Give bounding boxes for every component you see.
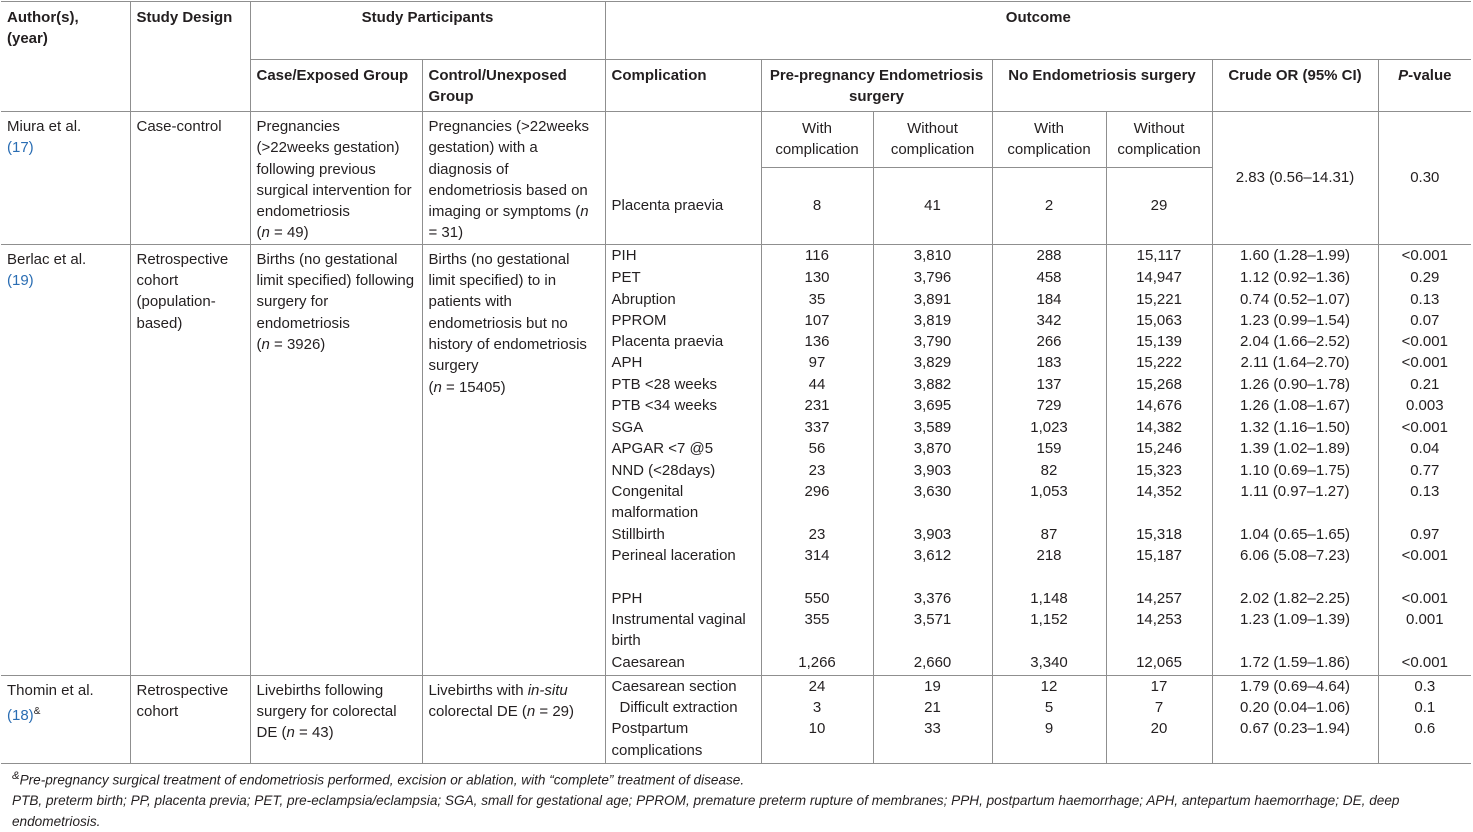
p-cell: <0.001 bbox=[1378, 588, 1471, 609]
complication-cell: Postpartum complications bbox=[605, 718, 761, 763]
complication-cell: PPH bbox=[605, 588, 761, 609]
or-cell: 1.79 (0.69–4.64) bbox=[1212, 675, 1378, 697]
complication-cell: Caesarean bbox=[605, 652, 761, 675]
count-cell: 15,222 bbox=[1106, 352, 1212, 373]
count-cell: 97 bbox=[761, 352, 873, 373]
or-cell: 1.23 (0.99–1.54) bbox=[1212, 310, 1378, 331]
or-cell: 2.02 (1.82–2.25) bbox=[1212, 588, 1378, 609]
p-cell: 0.3 bbox=[1378, 675, 1471, 697]
miura-case: Pregnancies (>22weeks gestation) following previous surgical intervention for endometriosis (n = 49) bbox=[250, 112, 422, 245]
count-cell: 137 bbox=[992, 374, 1106, 395]
thomin-control: Livebirths with in-situ colorectal DE (n = 29) bbox=[422, 675, 605, 763]
without-complication-label: Without complication bbox=[873, 112, 992, 168]
complication-cell: APGAR <7 @5 bbox=[605, 438, 761, 459]
or-cell: 1.11 (0.97–1.27) bbox=[1212, 481, 1378, 524]
count-cell: 3,819 bbox=[873, 310, 992, 331]
or-cell: 2.04 (1.66–2.52) bbox=[1212, 331, 1378, 352]
header-prepreg-surgery: Pre-pregnancy Endometriosis surgery bbox=[761, 60, 992, 112]
count-cell: 1,266 bbox=[761, 652, 873, 675]
citation-link[interactable]: (18) bbox=[7, 706, 34, 724]
count-cell: 218 bbox=[992, 545, 1106, 588]
or-cell: 1.72 (1.59–1.86) bbox=[1212, 652, 1378, 675]
footnote-1: &Pre-pregnancy surgical treatment of endometriosis performed, excision or ablation, with “complete” treatment of disease. bbox=[12, 770, 745, 788]
p-cell: 0.13 bbox=[1378, 481, 1471, 524]
count-cell: 314 bbox=[761, 545, 873, 588]
count-cell: 3,695 bbox=[873, 395, 992, 417]
count-cell: 10 bbox=[761, 718, 873, 763]
header-control-group: Control/Unexposed Group bbox=[422, 60, 605, 112]
without-complication-label: Without complication bbox=[1106, 112, 1212, 168]
complication-cell: Congenital malformation bbox=[605, 481, 761, 524]
count-cell: 3,870 bbox=[873, 438, 992, 459]
thomin-design: Retrospective cohort bbox=[130, 675, 250, 763]
p-cell: <0.001 bbox=[1378, 244, 1471, 267]
count-cell: 15,268 bbox=[1106, 374, 1212, 395]
p-cell: 0.29 bbox=[1378, 267, 1471, 288]
or-cell: 2.11 (1.64–2.70) bbox=[1212, 352, 1378, 373]
count-cell: 29 bbox=[1106, 167, 1212, 244]
count-cell: 296 bbox=[761, 481, 873, 524]
berlac-control: Births (no gestational limit specified) to in patients with endometriosis but no history of endometriosis surgery (n = 15405) bbox=[422, 244, 605, 675]
count-cell: 116 bbox=[761, 244, 873, 267]
berlac-case: Births (no gestational limit specified) following surgery for endometriosis (n = 3926) bbox=[250, 244, 422, 675]
complication-cell: SGA bbox=[605, 417, 761, 438]
count-cell: 1,152 bbox=[992, 609, 1106, 652]
complication-cell: NND (<28days) bbox=[605, 460, 761, 481]
count-cell: 288 bbox=[992, 244, 1106, 267]
p-cell: 0.07 bbox=[1378, 310, 1471, 331]
count-cell: 8 bbox=[761, 167, 873, 244]
complication-cell: Stillbirth bbox=[605, 524, 761, 545]
count-cell: 337 bbox=[761, 417, 873, 438]
count-cell: 3,340 bbox=[992, 652, 1106, 675]
count-cell: 3,796 bbox=[873, 267, 992, 288]
header-crude-or: Crude OR (95% CI) bbox=[1212, 60, 1378, 112]
complication-cell: Placenta praevia bbox=[605, 167, 761, 244]
p-cell: 0.77 bbox=[1378, 460, 1471, 481]
count-cell: 3,903 bbox=[873, 524, 992, 545]
header-case-group: Case/Exposed Group bbox=[250, 60, 422, 112]
or-cell: 1.39 (1.02–1.89) bbox=[1212, 438, 1378, 459]
complication-cell: PTB <34 weeks bbox=[605, 395, 761, 417]
p-cell: <0.001 bbox=[1378, 331, 1471, 352]
miura-author: Miura et al. (17) bbox=[7, 118, 82, 157]
count-cell: 23 bbox=[761, 524, 873, 545]
complication-cell: PPROM bbox=[605, 310, 761, 331]
thomin-author: Thomin et al. (18)& bbox=[7, 681, 94, 724]
p-cell: 0.04 bbox=[1378, 438, 1471, 459]
count-cell: 15,139 bbox=[1106, 331, 1212, 352]
complication-cell: PIH bbox=[605, 244, 761, 267]
count-cell: 14,382 bbox=[1106, 417, 1212, 438]
complication-cell: PTB <28 weeks bbox=[605, 374, 761, 395]
count-cell: 3,612 bbox=[873, 545, 992, 588]
outcomes-table bbox=[1, 1, 1471, 764]
p-cell: <0.001 bbox=[1378, 652, 1471, 675]
count-cell: 1,023 bbox=[992, 417, 1106, 438]
or-cell: 2.83 (0.56–14.31) bbox=[1212, 112, 1378, 245]
or-cell: 1.23 (1.09–1.39) bbox=[1212, 609, 1378, 652]
count-cell: 3,790 bbox=[873, 331, 992, 352]
count-cell: 23 bbox=[761, 460, 873, 481]
p-cell: <0.001 bbox=[1378, 352, 1471, 373]
count-cell: 87 bbox=[992, 524, 1106, 545]
count-cell: 21 bbox=[873, 697, 992, 718]
count-cell: 3,376 bbox=[873, 588, 992, 609]
count-cell: 14,676 bbox=[1106, 395, 1212, 417]
or-cell: 1.10 (0.69–1.75) bbox=[1212, 460, 1378, 481]
count-cell: 183 bbox=[992, 352, 1106, 373]
count-cell: 3,810 bbox=[873, 244, 992, 267]
count-cell: 3,630 bbox=[873, 481, 992, 524]
with-complication-label: With complication bbox=[761, 112, 873, 168]
count-cell: 14,257 bbox=[1106, 588, 1212, 609]
p-cell: 0.001 bbox=[1378, 609, 1471, 652]
p-cell: 0.13 bbox=[1378, 289, 1471, 310]
count-cell: 15,323 bbox=[1106, 460, 1212, 481]
complication-cell: Placenta praevia bbox=[605, 331, 761, 352]
berlac-author: Berlac et al. (19) bbox=[7, 250, 87, 290]
or-cell: 1.12 (0.92–1.36) bbox=[1212, 267, 1378, 288]
count-cell: 550 bbox=[761, 588, 873, 609]
count-cell: 3,882 bbox=[873, 374, 992, 395]
count-cell: 5 bbox=[992, 697, 1106, 718]
or-cell: 0.20 (0.04–1.06) bbox=[1212, 697, 1378, 718]
complication-cell: Difficult extraction bbox=[605, 697, 761, 718]
citation-link[interactable]: (19) bbox=[7, 272, 34, 290]
count-cell: 2 bbox=[992, 167, 1106, 244]
count-cell: 2,660 bbox=[873, 652, 992, 675]
count-cell: 3 bbox=[761, 697, 873, 718]
count-cell: 15,063 bbox=[1106, 310, 1212, 331]
footnote-abbreviations: PTB, preterm birth; PP, placenta previa; PET, pre-eclampsia/eclampsia; SGA, small for gestational age; PPROM, premature preterm rupture of membranes; PPH, postpartum haemorrhage; APH, antepartum haemorrhage; DE, deep endometriosis. bbox=[12, 793, 1400, 829]
or-cell: 1.26 (1.08–1.67) bbox=[1212, 395, 1378, 417]
thomin-case: Livebirths following surgery for colorectal DE (n = 43) bbox=[250, 675, 422, 763]
count-cell: 729 bbox=[992, 395, 1106, 417]
complication-cell: Caesarean section bbox=[605, 675, 761, 697]
count-cell: 15,117 bbox=[1106, 244, 1212, 267]
count-cell: 35 bbox=[761, 289, 873, 310]
p-cell: 0.30 bbox=[1378, 112, 1471, 245]
count-cell: 82 bbox=[992, 460, 1106, 481]
count-cell: 107 bbox=[761, 310, 873, 331]
count-cell: 17 bbox=[1106, 675, 1212, 697]
count-cell: 184 bbox=[992, 289, 1106, 310]
miura-design: Case-control bbox=[130, 112, 250, 245]
count-cell: 12 bbox=[992, 675, 1106, 697]
count-cell: 19 bbox=[873, 675, 992, 697]
complication-cell: PET bbox=[605, 267, 761, 288]
count-cell: 14,947 bbox=[1106, 267, 1212, 288]
count-cell: 15,221 bbox=[1106, 289, 1212, 310]
or-cell: 6.06 (5.08–7.23) bbox=[1212, 545, 1378, 588]
p-cell: 0.6 bbox=[1378, 718, 1471, 763]
count-cell: 15,187 bbox=[1106, 545, 1212, 588]
or-cell: 1.60 (1.28–1.99) bbox=[1212, 244, 1378, 267]
header-design: Study Design bbox=[130, 2, 250, 112]
count-cell: 3,829 bbox=[873, 352, 992, 373]
or-cell: 0.67 (0.23–1.94) bbox=[1212, 718, 1378, 763]
count-cell: 1,053 bbox=[992, 481, 1106, 524]
p-cell: 0.97 bbox=[1378, 524, 1471, 545]
count-cell: 24 bbox=[761, 675, 873, 697]
p-cell: 0.1 bbox=[1378, 697, 1471, 718]
count-cell: 130 bbox=[761, 267, 873, 288]
count-cell: 9 bbox=[992, 718, 1106, 763]
or-cell: 1.04 (0.65–1.65) bbox=[1212, 524, 1378, 545]
complication-cell: Perineal laceration bbox=[605, 545, 761, 588]
p-cell: <0.001 bbox=[1378, 417, 1471, 438]
table-row bbox=[1, 244, 1471, 267]
count-cell: 33 bbox=[873, 718, 992, 763]
count-cell: 20 bbox=[1106, 718, 1212, 763]
count-cell: 14,352 bbox=[1106, 481, 1212, 524]
citation-link[interactable]: (17) bbox=[7, 139, 34, 157]
count-cell: 355 bbox=[761, 609, 873, 652]
or-cell: 0.74 (0.52–1.07) bbox=[1212, 289, 1378, 310]
count-cell: 56 bbox=[761, 438, 873, 459]
complication-cell: Abruption bbox=[605, 289, 761, 310]
complication-cell: Instrumental vaginal birth bbox=[605, 609, 761, 652]
count-cell: 15,246 bbox=[1106, 438, 1212, 459]
header-participants: Study Participants bbox=[250, 2, 605, 60]
header-no-surgery: No Endometriosis surgery bbox=[992, 60, 1212, 112]
header-complication: Complication bbox=[605, 60, 761, 112]
count-cell: 15,318 bbox=[1106, 524, 1212, 545]
count-cell: 136 bbox=[761, 331, 873, 352]
count-cell: 3,891 bbox=[873, 289, 992, 310]
count-cell: 3,903 bbox=[873, 460, 992, 481]
berlac-design: Retrospective cohort (population-based) bbox=[130, 244, 250, 675]
count-cell: 266 bbox=[992, 331, 1106, 352]
count-cell: 14,253 bbox=[1106, 609, 1212, 652]
p-cell: <0.001 bbox=[1378, 545, 1471, 588]
or-cell: 1.26 (0.90–1.78) bbox=[1212, 374, 1378, 395]
table-row bbox=[1, 675, 1471, 697]
count-cell: 44 bbox=[761, 374, 873, 395]
p-cell: 0.003 bbox=[1378, 395, 1471, 417]
count-cell: 41 bbox=[873, 167, 992, 244]
count-cell: 159 bbox=[992, 438, 1106, 459]
header-pvalue: P-value bbox=[1378, 60, 1471, 112]
header-outcome: Outcome bbox=[605, 2, 1471, 60]
header-author: Author(s), (year) bbox=[1, 2, 130, 112]
count-cell: 458 bbox=[992, 267, 1106, 288]
count-cell: 231 bbox=[761, 395, 873, 417]
with-complication-label: With complication bbox=[992, 112, 1106, 168]
count-cell: 3,589 bbox=[873, 417, 992, 438]
count-cell: 1,148 bbox=[992, 588, 1106, 609]
count-cell: 12,065 bbox=[1106, 652, 1212, 675]
or-cell: 1.32 (1.16–1.50) bbox=[1212, 417, 1378, 438]
count-cell: 3,571 bbox=[873, 609, 992, 652]
miura-control: Pregnancies (>22weeks gestation) with a diagnosis of endometriosis based on imaging or symptoms (n = 31) bbox=[422, 112, 605, 245]
count-cell: 342 bbox=[992, 310, 1106, 331]
complication-cell: APH bbox=[605, 352, 761, 373]
p-cell: 0.21 bbox=[1378, 374, 1471, 395]
count-cell: 7 bbox=[1106, 697, 1212, 718]
